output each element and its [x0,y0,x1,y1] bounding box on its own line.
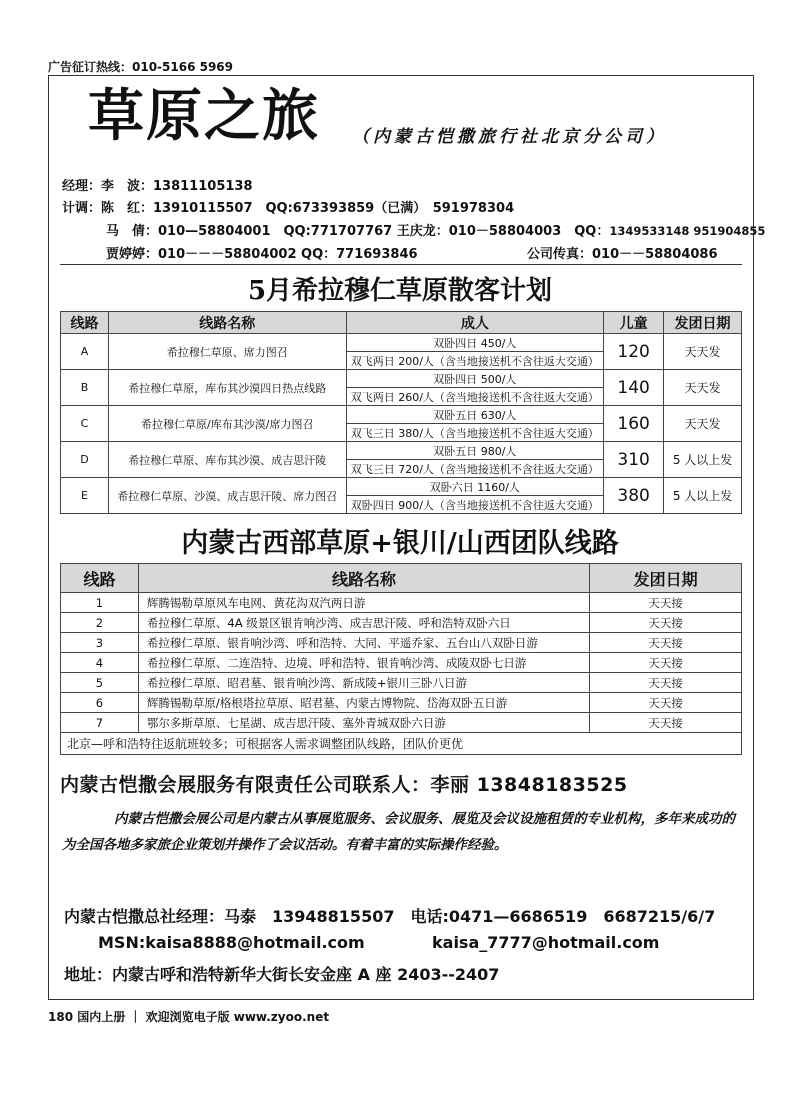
group-table [60,563,742,755]
group-line-no: 2 [61,613,139,633]
group-header-date: 发团日期 [590,564,742,593]
contact-planner: 计调：陈 红：13910115507 QQ:673393859（已满） 591978304 [62,201,515,216]
group-note-row [61,733,742,755]
contact-ma [106,220,765,239]
plan-title: 5月希拉穆仁草原散客计划 [247,276,553,306]
group-row [61,693,742,713]
group-row [61,713,742,733]
plan-route-name: 希拉穆仁草原、库布其沙漠、成吉思汗陵 [108,442,346,478]
msn-contact[interactable]: MSN:kaisa8888@hotmail.com [98,933,365,952]
page-footer: 180 国内上册 ｜ 欢迎浏览电子版 www.zyoo.net [48,1010,330,1024]
group-route-name: 希拉穆仁草原、4A 级景区银肯响沙湾、成吉思汗陵、呼和浩特双卧六日 [138,613,589,633]
plan-date: 天天发 [664,370,742,406]
group-route-name: 辉腾锡勒草原风车电网、黄花沟双汽两日游 [138,593,589,613]
group-date: 天天接 [590,713,742,733]
plan-table [60,311,742,514]
plan-child-price: 310 [604,442,664,478]
group-header-name: 线路名称 [138,564,589,593]
group-date: 天天接 [590,653,742,673]
plan-adult-flight: 双卧四日 900/人（含当地接送机不含往返大交通） [346,496,604,514]
plan-row [61,370,742,388]
plan-adult-sleeper: 双卧四日 500/人 [346,370,604,388]
plan-child-price: 160 [604,406,664,442]
plan-row [61,406,742,424]
group-route-name: 希拉穆仁草原、银肯响沙湾、呼和浩特、大同、平遥乔家、五台山八双卧日游 [138,633,589,653]
plan-adult-sleeper: 双卧五日 630/人 [346,406,604,424]
plan-date: 5 人以上发 [664,442,742,478]
plan-adult-flight: 双飞两日 260/人（含当地接送机不含往返大交通） [346,388,604,406]
contact-jia: 贾婷婷：010－－－58804002 QQ：771693846 [106,247,418,262]
group-line-no: 7 [61,713,139,733]
plan-header-date: 发团日期 [664,312,742,334]
plan-header-child: 儿童 [604,312,664,334]
contact-manager: 经理：李 波：13811105138 [62,179,253,194]
company-contact-title: 内蒙古恺撒会展服务有限责任公司联系人：李丽 13848183525 [60,774,628,796]
plan-date: 天天发 [664,334,742,370]
plan-route-name: 希拉穆仁草原/库布其沙漠/席力图召 [108,406,346,442]
group-line-no: 5 [61,673,139,693]
group-row [61,613,742,633]
plan-date: 5 人以上发 [664,478,742,514]
plan-child-price: 380 [604,478,664,514]
plan-header-adult: 成人 [346,312,604,334]
group-row [61,653,742,673]
group-route-name: 辉腾锡勒草原/格根塔拉草原、昭君墓、内蒙古博物院、岱海双卧五日游 [138,693,589,713]
group-table-header [61,564,742,593]
plan-header-line: 线路 [61,312,109,334]
group-line-no: 1 [61,593,139,613]
plan-row [61,478,742,496]
group-row [61,633,742,653]
group-route-name: 希拉穆仁草原、昭君墓、银肯响沙湾、新成陵+银川三卧八日游 [138,673,589,693]
contact-fax: 公司传真：010－－58804086 [527,247,718,262]
plan-line: C [61,406,109,442]
plan-line: A [61,334,109,370]
plan-table-header [61,312,742,334]
group-line-no: 3 [61,633,139,653]
ad-hotline: 广告征订热线：010-5166 5969 [48,60,234,74]
brand-subtitle: （内蒙古恺撒旅行社北京分公司） [352,127,667,147]
plan-adult-flight: 双飞三日 380/人（含当地接送机不含往返大交通） [346,424,604,442]
group-date: 天天接 [590,593,742,613]
brand-title: 草原之旅 [88,83,320,149]
email-contact[interactable]: kaisa_7777@hotmail.com [432,933,660,952]
group-date: 天天接 [590,693,742,713]
plan-row [61,334,742,352]
group-row [61,673,742,693]
company-intro: 内蒙古恺撒会展公司是内蒙古从事展览服务、会议服务、展览及会议设施租赁的专业机构，多年来成功的为全国各地多家旅企业策划并操作了会议活动。有着丰富的实际操作经验。 [62,811,735,853]
plan-date: 天天发 [664,406,742,442]
group-header-line: 线路 [61,564,139,593]
group-line-no: 4 [61,653,139,673]
contact-ma-qq: 1349533148 951904855 [609,224,766,238]
plan-adult-sleeper: 双卧五日 980/人 [346,442,604,460]
group-date: 天天接 [590,673,742,693]
group-route-name: 希拉穆仁草原、二连浩特、边境、呼和浩特、银肯响沙湾、成陵双卧七日游 [138,653,589,673]
group-date: 天天接 [590,633,742,653]
plan-adult-sleeper: 双卧六日 1160/人 [346,478,604,496]
group-title: 内蒙古西部草原+银川/山西团队线路 [181,528,619,559]
header-divider [60,264,742,265]
plan-line: D [61,442,109,478]
plan-adult-flight: 双飞两日 200/人（含当地接送机不含往返大交通） [346,352,604,370]
plan-route-name: 希拉穆仁草原，库布其沙漠四日热点线路 [108,370,346,406]
plan-child-price: 120 [604,334,664,370]
group-row [61,593,742,613]
plan-adult-flight: 双飞三日 720/人（含当地接送机不含往返大交通） [346,460,604,478]
contact-ma-text: 马 倩：010—58804001 QQ:771707767 王庆龙：010－58804003 QQ： [106,224,610,239]
plan-route-name: 希拉穆仁草原、沙漠、成吉思汗陵、席力图召 [108,478,346,514]
plan-child-price: 140 [604,370,664,406]
company-address: 地址：内蒙古呼和浩特新华大街长安金座 A 座 2403--2407 [64,965,500,984]
plan-route-name: 希拉穆仁草原、席力图召 [108,334,346,370]
plan-header-name: 线路名称 [108,312,346,334]
group-line-no: 6 [61,693,139,713]
head-office-manager: 内蒙古恺撒总社经理：马泰 13948815507 电话:0471—6686519 6687215/6/7 [64,907,716,926]
group-note: 北京—呼和浩特往返航班较多；可根据客人需求调整团队线路，团队价更优 [61,733,742,755]
plan-row [61,442,742,460]
group-date: 天天接 [590,613,742,633]
plan-line: E [61,478,109,514]
group-route-name: 鄂尔多斯草原、七星湖、成吉思汗陵、塞外青城双卧六日游 [138,713,589,733]
plan-adult-sleeper: 双卧四日 450/人 [346,334,604,352]
plan-line: B [61,370,109,406]
